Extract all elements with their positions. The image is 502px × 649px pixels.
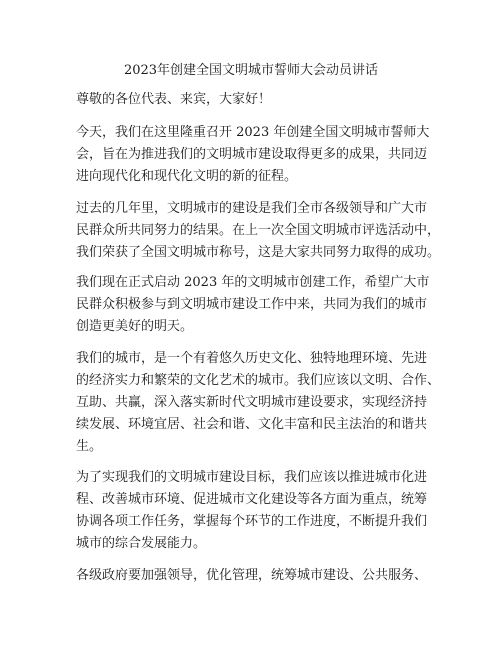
paragraph-line: 尊敬的各位代表、来宾，大家好！ — [76, 92, 272, 107]
paragraph-line: 会，旨在为推进我们的文明城市建设取得更多的成果，共同迈 — [76, 147, 428, 162]
paragraph-line: 过去的几年里，文明城市的建设是我们全市各级领导和广大市 — [76, 201, 428, 216]
paragraph-line: 创造更美好的明天。 — [76, 319, 194, 334]
paragraph-line: 今天，我们在这里隆重召开 2023 年创建全国文明城市誓师大 — [76, 125, 430, 140]
paragraph-opening — [76, 122, 429, 188]
paragraph-line: 互助、共赢，深入落实新时代文明城市建设要求，实现经济持 — [76, 395, 428, 410]
paragraph-line: 的经济实力和繁荣的文化艺术的城市。我们应该以文明、合作、 — [76, 373, 441, 388]
paragraph-line: 民群众所共同努力的结果。在上一次全国文明城市评选活动中， — [76, 223, 441, 238]
paragraph-line: 各级政府要加强领导，优化管理，统筹城市建设、公共服务、 — [76, 568, 428, 583]
paragraph-line: 协调各项工作任务，掌握每个环节的工作进度，不断提升我们 — [76, 514, 428, 529]
paragraph-line: 城市的综合发展能力。 — [76, 536, 207, 551]
paragraph-our-city — [76, 348, 440, 458]
document-title: 2023年创建全国文明城市誓师大会动员讲话 — [123, 63, 379, 78]
paragraph-line: 为了实现我们的文明城市建设目标，我们应该以推进城市化进 — [76, 470, 428, 485]
paragraph-line: 续发展、环境宜居、社会和谐、文化丰富和民主法治的和谐共 — [76, 417, 428, 432]
paragraph-past-years — [76, 198, 440, 264]
paragraph-launch — [76, 272, 429, 338]
paragraph-line: 进向现代化和现代化文明的新的征程。 — [76, 169, 298, 184]
paragraph-line: 我们荣获了全国文明城市称号，这是大家共同努力取得的成功。 — [76, 245, 441, 260]
paragraph-line: 我们的城市，是一个有着悠久历史文化、独特地理环境、先进 — [76, 351, 428, 366]
paragraph-line: 民群众积极参与到文明城市建设工作中来，共同为我们的城市 — [76, 297, 428, 312]
paragraph-line: 程、改善城市环境、促进城市文化建设等各方面为重点，统筹 — [76, 492, 428, 507]
paragraph-line: 我们现在正式启动 2023 年的文明城市创建工作，希望广大市 — [76, 275, 430, 290]
paragraph-greeting — [76, 89, 271, 111]
paragraph-government — [76, 565, 427, 587]
paragraph-goals — [76, 467, 427, 555]
paragraph-line: 生。 — [76, 439, 103, 454]
